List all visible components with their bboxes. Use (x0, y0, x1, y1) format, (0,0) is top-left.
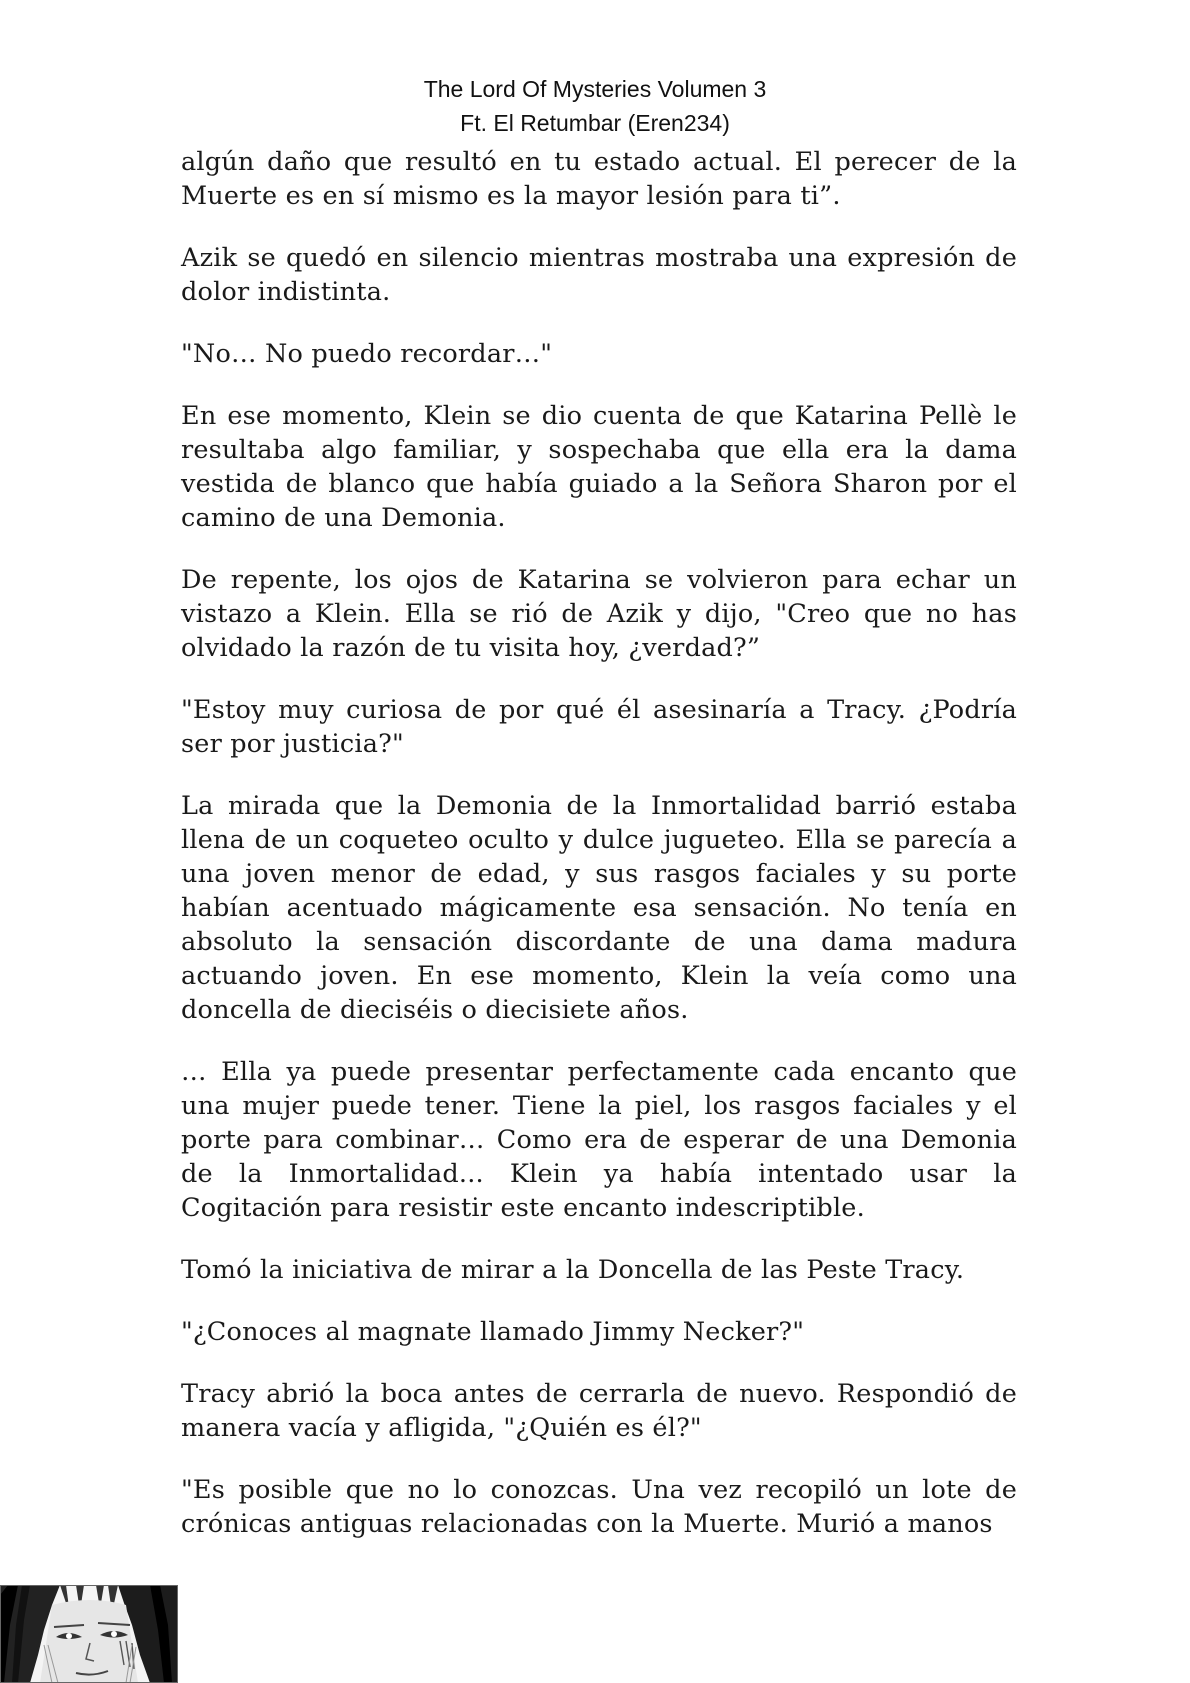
paragraph: Azik se quedó en silencio mientras mostraba una expresión de dolor indistinta. (181, 243, 1017, 307)
paragraph: "¿Conoces al magnate llamado Jimmy Necker?" (181, 1317, 805, 1347)
page-header (0, 72, 1190, 140)
chapter-body (181, 145, 1017, 1569)
paragraph: algún daño que resultó en tu estado actual. El perecer de la Muerte es en sí mismo es la mayor lesión para ti”. (181, 147, 1017, 211)
paragraph: La mirada que la Demonia de la Inmortalidad barrió estaba llena de un coqueteo oculto y dulce jugueteo. Ella se parecía a una joven menor de edad, y sus rasgos faciales y su porte habían acentuado mágicamente esa sensación. No tenía en absoluto la sensación discordante de una dama madura actuando joven. En ese momento, Klein la veía como una doncella de dieciséis o diecisiete años. (181, 791, 1017, 1025)
paragraph: "Estoy muy curiosa de por qué él asesinaría a Tracy. ¿Podría ser por justicia?" (181, 695, 1017, 759)
paragraph: "Es posible que no lo conozcas. Una vez recopiló un lote de crónicas antiguas relacionadas con la Muerte. Murió a manos (181, 1475, 1017, 1539)
paragraph: … Ella ya puede presentar perfectamente cada encanto que una mujer puede tener. Tiene la piel, los rasgos faciales y el porte para combinar… Como era de esperar de una Demonia de la Inmortalidad... Klein ya había intentado usar la Cogitación para resistir este encanto indescriptible. (181, 1057, 1017, 1223)
book-title: The Lord Of Mysteries Volumen 3 (423, 76, 767, 102)
paragraph: "No… No puedo recordar…" (181, 339, 553, 369)
manga-face-illustration-icon (0, 1585, 178, 1683)
paragraph: Tracy abrió la boca antes de cerrarla de nuevo. Respondió de manera vacía y afligida, "¿Quién es él?" (181, 1379, 1017, 1443)
translator-credit: Ft. El Retumbar (Eren234) (460, 110, 730, 136)
paragraph: Tomó la iniciativa de mirar a la Doncella de las Peste Tracy. (181, 1255, 965, 1285)
paragraph: De repente, los ojos de Katarina se volvieron para echar un vistazo a Klein. Ella se rió de Azik y dijo, "Creo que no has olvidado la razón de tu visita hoy, ¿verdad?” (181, 565, 1017, 663)
paragraph: En ese momento, Klein se dio cuenta de que Katarina Pellè le resultaba algo familiar, y sospechaba que ella era la dama vestida de blanco que había guiado a la Señora Sharon por el camino de una Demonia. (181, 401, 1017, 533)
